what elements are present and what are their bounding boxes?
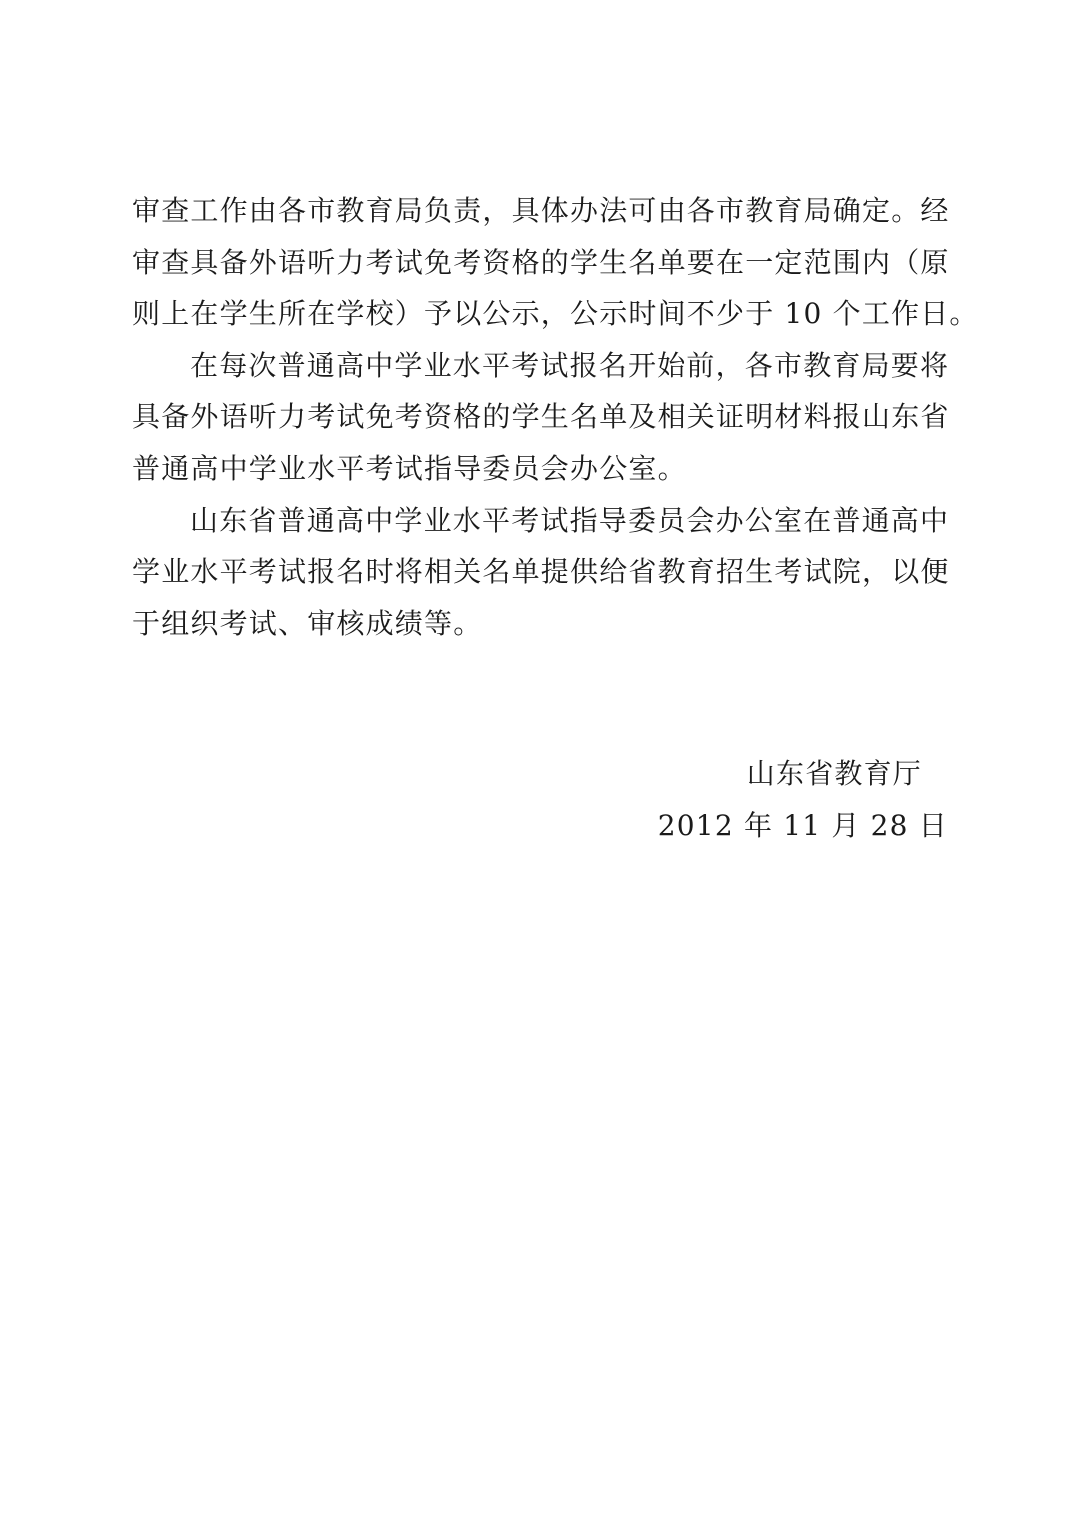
paragraph-3-line-2: 学业水平考试报名时将相关名单提供给省教育招生考试院，以便: [132, 555, 950, 589]
signature-block: [658, 748, 948, 852]
document-body: [132, 185, 979, 649]
paragraph-1-line-1: 审查工作由各市教育局负责，具体办法可由各市教育局确定。经: [132, 194, 950, 227]
paragraph-2-line-2: 具备外语听力考试免考资格的学生名单及相关证明材料报山东省: [132, 400, 950, 434]
issuing-organization: 山东省教育厅: [746, 757, 922, 790]
paragraph-3-line-1: 山东省普通高中学业水平考试指导委员会办公室在普通高中: [190, 503, 950, 537]
paragraph-3-line-3: 于组织考试、审核成绩等。: [132, 606, 483, 640]
paragraph-1-line-2: 审查具备外语听力考试免考资格的学生名单要在一定范围内（原: [132, 245, 950, 279]
paragraph-2-line-1: 在每次普通高中学业水平考试报名开始前，各市教育局要将: [190, 348, 950, 382]
paragraph-1-line-3: 则上在学生所在学校）予以公示，公示时间不少于 10 个工作日。: [132, 297, 979, 331]
issue-date: 2012 年 11 月 28 日: [657, 809, 948, 842]
paragraph-2-line-3: 普通高中学业水平考试指导委员会办公室。: [132, 451, 687, 485]
